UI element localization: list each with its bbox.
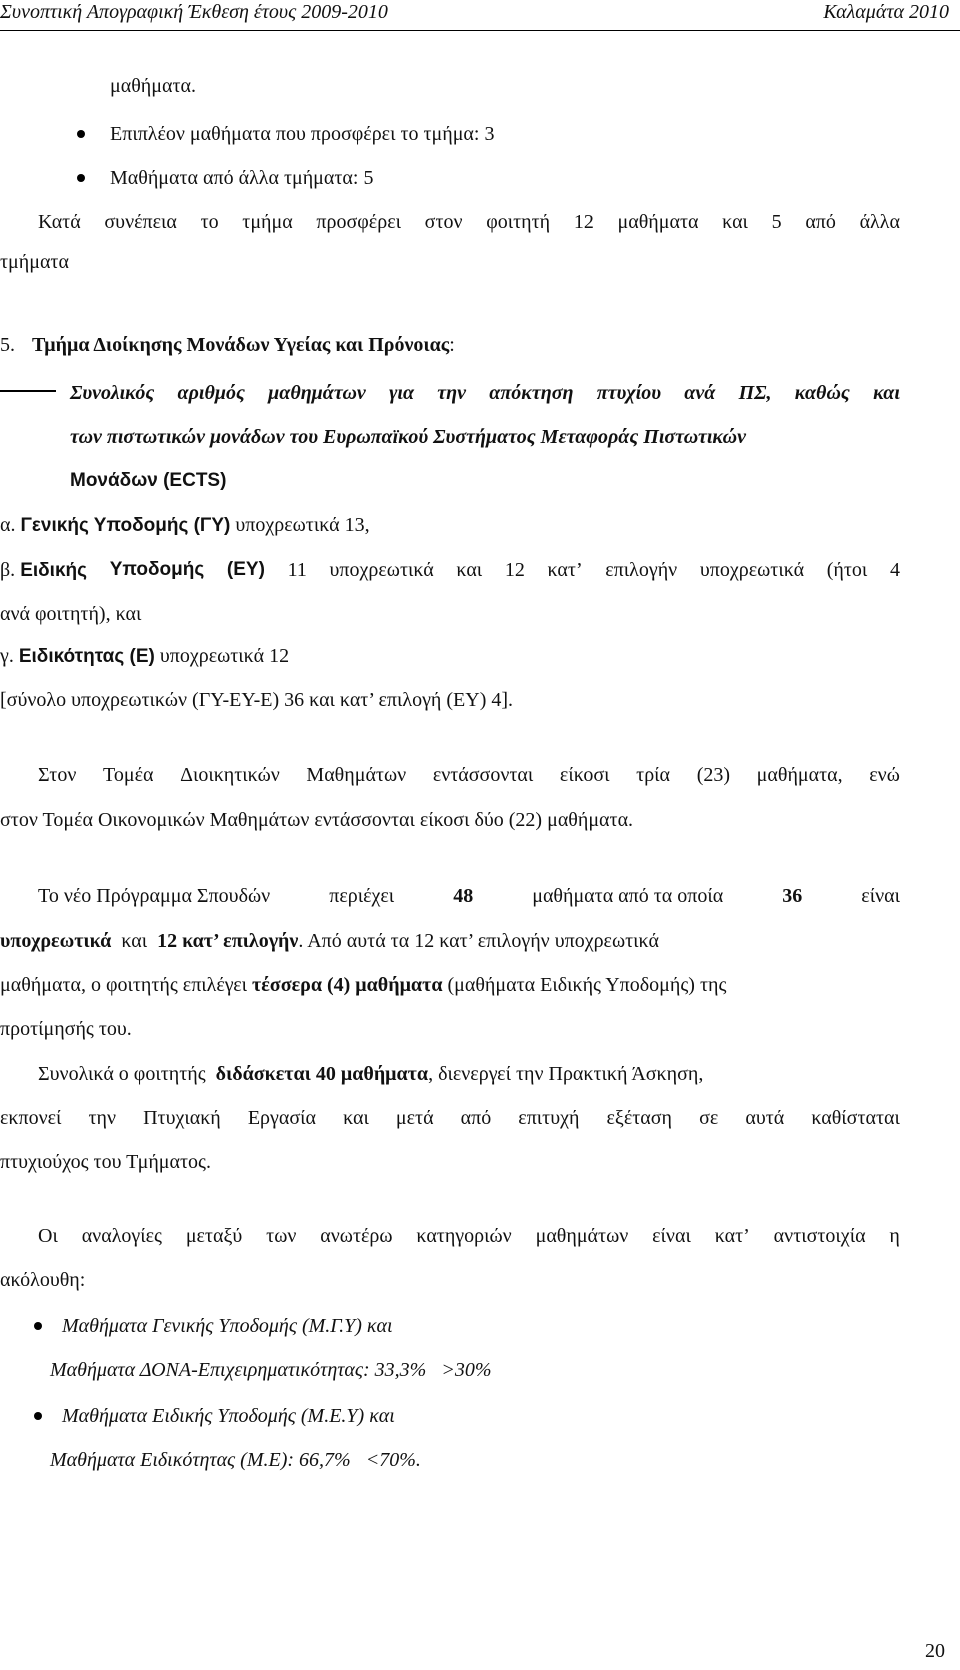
totals-line-3: Μονάδων (ECTS): [70, 470, 227, 491]
ratio-bullet-2: Μαθήματα Ειδικής Υποδομής (Μ.Ε.Υ) και: [62, 1405, 395, 1427]
bullet-icon: [34, 1412, 42, 1420]
ratio-line-2: ακόλουθη:: [0, 1269, 86, 1291]
page-number: 20: [925, 1640, 945, 1662]
item-b-line-1: β. Ειδικής Υποδομής (ΕΥ) 11 υποχρεωτικά και 12 κατ’ επιλογήν υποχρεωτικά (ήτοι 4: [0, 559, 900, 581]
item-a: α. Γενικής Υποδομής (ΓΥ) υποχρεωτικά 13,: [0, 514, 370, 536]
header-place-year: Καλαμάτα 2010: [823, 1, 949, 23]
bullet-icon: [77, 174, 85, 182]
total-line-3: πτυχιούχος του Τμήματος.: [0, 1151, 211, 1173]
program-line-4: προτίμησής του.: [0, 1018, 132, 1040]
section-heading: 5. Τμήμα Διοίκησης Μονάδων Υγείας και Πρόνοιας:: [0, 334, 455, 356]
sectors-line-2: στον Τομέα Οικονομικών Μαθημάτων εντάσσονται είκοσι δύο (22) μαθήματα.: [0, 809, 634, 831]
dash-mark: [0, 390, 56, 392]
program-line-3: μαθήματα, ο φοιτητής επιλέγει τέσσερα (4) μαθήματα (μαθήματα Ειδικής Υποδομής) της: [0, 974, 727, 996]
program-line-2: υποχρεωτικά και 12 κατ’ επιλογήν. Από αυτά τα 12 κατ’ επιλογήν υποχρεωτικά: [0, 930, 659, 952]
list-item: Μαθήματα από άλλα τμήματα: 5: [110, 167, 374, 189]
continued-text: μαθήματα.: [110, 75, 196, 97]
totals-line-1: Συνολικός αριθμός μαθημάτων για την απόκτηση πτυχίου ανά ΠΣ, καθώς και: [0, 381, 900, 405]
summary-line-1: Κατά συνέπεια το τμήμα προσφέρει στον φοιτητή 12 μαθήματα και 5 από άλλα: [38, 211, 900, 233]
ratio-bullet-1: Μαθήματα Γενικής Υποδομής (Μ.Γ.Υ) και: [62, 1315, 393, 1337]
section-title: Τμήμα Διοίκησης Μονάδων Υγείας και Πρόνοιας: [32, 334, 450, 356]
program-line-1: Το νέο Πρόγραμμα Σπουδών περιέχει 48 μαθήματα από τα οποία 36 είναι: [38, 885, 900, 907]
bullet-icon: [34, 1322, 42, 1330]
item-b-line-2: ανά φοιτητή), και: [0, 603, 142, 625]
total-line-2: εκπονεί την Πτυχιακή Εργασία και μετά από επιτυχή εξέταση σε αυτά καθίσταται: [0, 1107, 900, 1129]
list-item: Επιπλέον μαθήματα που προσφέρει το τμήμα: 3: [110, 123, 495, 145]
total-line-1: Συνολικά ο φοιτητής διδάσκεται 40 μαθήματα, διενεργεί την Πρακτική Άσκηση,: [38, 1063, 704, 1085]
item-c: γ. Ειδικότητας (Ε) υποχρεωτικά 12: [0, 645, 290, 667]
totals-line-2: των πιστωτικών μονάδων του Ευρωπαϊκού Συστήματος Μεταφοράς Πιστωτικών: [70, 426, 746, 448]
section-number: 5.: [0, 334, 15, 356]
bullet-icon: [77, 130, 85, 138]
ratio-value-1: Μαθήματα ΔΟΝΑ-Επιχειρηματικότητας: 33,3% >30%: [50, 1359, 492, 1381]
header-title: Συνοπτική Απογραφική Έκθεση έτους 2009-2010: [0, 1, 388, 23]
ratio-line-1: Οι αναλογίες μεταξύ των ανωτέρω κατηγοριών μαθημάτων είναι κατ’ αντιστοιχία η: [38, 1225, 900, 1247]
summary-line-2: τμήματα: [0, 251, 69, 273]
sectors-line-1: Στον Τομέα Διοικητικών Μαθημάτων εντάσσονται είκοσι τρία (23) μαθήματα, ενώ: [38, 764, 900, 786]
page-header: [0, 0, 960, 31]
ratio-value-2: Μαθήματα Ειδικότητας (Μ.Ε): 66,7% <70%.: [50, 1449, 421, 1471]
total-summary: [σύνολο υποχρεωτικών (ΓΥ-ΕΥ-Ε) 36 και κατ’ επιλογή (ΕΥ) 4].: [0, 689, 514, 711]
